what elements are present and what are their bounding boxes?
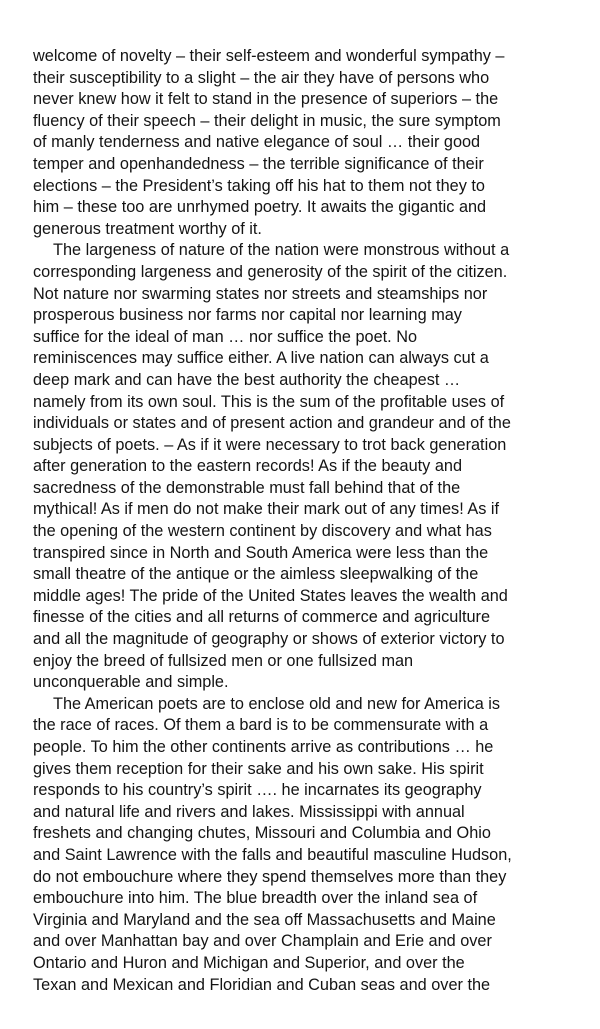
text-line: the opening of the western continent by discovery and what has: [33, 522, 492, 541]
text-line: of manly tenderness and native elegance of soul … their good: [33, 133, 481, 152]
text-line: small theatre of the antique or the aimless sleepwalking of the: [33, 565, 479, 584]
text-line: sacredness of the demonstrable must fall behind that of the: [33, 478, 461, 497]
paragraph: [33, 240, 578, 693]
text-line: do not embouchure where they spend themselves more than they: [33, 867, 507, 886]
text-line: The largeness of nature of the nation were monstrous without a: [53, 241, 510, 260]
text-line: transpired since in North and South America were less than the: [33, 543, 489, 562]
text-line: gives them reception for their sake and his own sake. His spirit: [33, 759, 484, 778]
text-line: Virginia and Maryland and the sea off Massachusetts and Maine: [33, 910, 496, 929]
text-line: never knew how it felt to stand in the presence of superiors – the: [33, 90, 499, 109]
text-line: welcome of novelty – their self-esteem and wonderful sympathy –: [33, 47, 505, 65]
text-line: their susceptibility to a slight – the air they have of persons who: [33, 68, 490, 87]
text-line: prosperous business nor farms nor capital nor learning may: [33, 306, 462, 325]
text-line: subjects of poets. – As if it were necessary to trot back generation: [33, 435, 507, 454]
text-line: and Saint Lawrence with the falls and beautiful masculine Hudson,: [33, 845, 512, 864]
paragraph: [33, 694, 578, 996]
text-line: freshets and changing chutes, Missouri and Columbia and Ohio: [33, 824, 491, 843]
text-line: temper and openhandedness – the terrible significance of their: [33, 154, 484, 173]
text-line: unconquerable and simple.: [33, 673, 229, 692]
text-line: finesse of the cities and all returns of commerce and agriculture: [33, 608, 491, 627]
text-line: corresponding largeness and generosity of the spirit of the citizen.: [33, 262, 508, 281]
text-line: The American poets are to enclose old and new for America is: [53, 694, 501, 713]
text-line: reminiscences may suffice either. A live nation can always cut a: [33, 349, 489, 368]
text-line: enjoy the breed of fullsized men or one fullsized man: [33, 651, 414, 670]
text-line: elections – the President’s taking off his hat to them not they to: [33, 176, 485, 195]
text-line: deep mark and can have the best authority the cheapest …: [33, 370, 461, 389]
text-line: individuals or states and of present action and grandeur and of the: [33, 414, 511, 433]
text-line: and all the magnitude of geography or shows of exterior victory to: [33, 630, 505, 649]
text-line: embouchure into him. The blue breadth over the inland sea of: [33, 889, 478, 908]
text-line: and natural life and rivers and lakes. Mississippi with annual: [33, 802, 465, 821]
document-page: [33, 46, 578, 996]
text-line: Texan and Mexican and Floridian and Cuban seas and over the: [33, 975, 491, 994]
text-line: suffice for the ideal of man … nor suffice the poet. No: [33, 327, 418, 346]
text-line: Not nature nor swarming states nor streets and steamships nor: [33, 284, 488, 303]
text-line: people. To him the other continents arrive as contributions … he: [33, 738, 494, 756]
text-line: Ontario and Huron and Michigan and Superior, and over the: [33, 953, 465, 972]
text-line: generous treatment worthy of it.: [33, 219, 262, 238]
text-line: after generation to the eastern records! As if the beauty and: [33, 457, 463, 476]
text-line: and over Manhattan bay and over Champlain and Erie and over: [33, 932, 492, 951]
paragraph: [33, 46, 578, 240]
text-line: fluency of their speech – their delight in music, the sure symptom: [33, 111, 501, 130]
text-line: the race of races. Of them a bard is to be commensurate with a: [33, 716, 489, 735]
text-line: responds to his country’s spirit …. he incarnates its geography: [33, 781, 482, 800]
text-line: him – these too are unrhymed poetry. It awaits the gigantic and: [33, 198, 487, 217]
text-line: mythical! As if men do not make their mark out of any times! As if: [33, 500, 500, 519]
text-line: namely from its own soul. This is the sum of the profitable uses of: [33, 392, 505, 411]
text-line: middle ages! The pride of the United States leaves the wealth and: [33, 586, 508, 605]
